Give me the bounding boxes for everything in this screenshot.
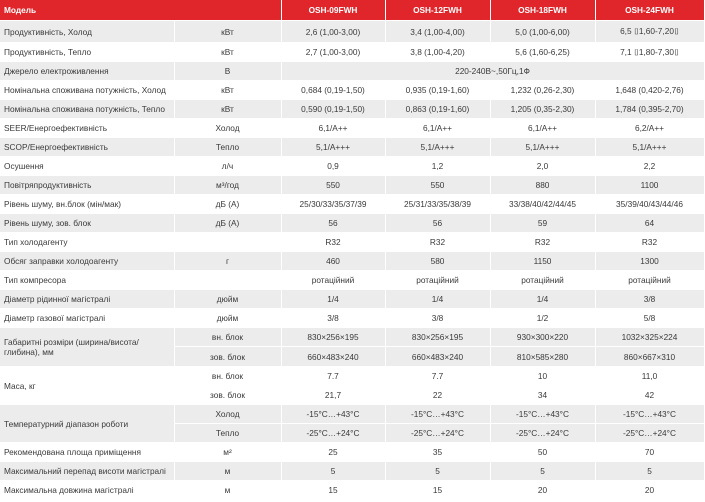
cell-value: 6,5 ⌷1,60-7,20⌷ [595, 21, 704, 43]
row-label: Продуктивність, Холод [0, 21, 174, 43]
row-label: Діаметр рідинної магістралі [0, 290, 174, 309]
cell-value: R32 [281, 233, 385, 252]
cell-value: 1,648 (0,420-2,76) [595, 81, 704, 100]
cell-value: 6,1/А++ [490, 119, 595, 138]
cell-value: 660×483×240 [385, 347, 490, 367]
cell-value: 6,1/А++ [385, 119, 490, 138]
row-max-height [0, 462, 704, 481]
cell-value: 580 [385, 252, 490, 271]
cell-value: -25°C…+24°C [281, 424, 385, 443]
cell-value: 21,7 [281, 386, 385, 405]
cell-value: 930×300×220 [490, 328, 595, 347]
cell-value: 0,935 (0,19-1,60) [385, 81, 490, 100]
cell-value: 1,205 (0,35-2,30) [490, 100, 595, 119]
cell-value: 5/8 [595, 309, 704, 328]
row-unit: вн. блок [174, 367, 281, 386]
cell-value: ротаційний [490, 271, 595, 290]
cell-value: 7,1 ⌷1,80-7,30⌷ [595, 43, 704, 62]
row-unit: зов. блок [174, 386, 281, 405]
cell-value: 15 [385, 481, 490, 500]
header-row [0, 0, 704, 21]
row-unit: кВт [174, 100, 281, 119]
row-label: Діаметр газової магістралі [0, 309, 174, 328]
row-temp-cool [0, 405, 704, 424]
cell-value: 1,784 (0,395-2,70) [595, 100, 704, 119]
row-unit: кВт [174, 81, 281, 100]
cell-value: -15°C…+43°C [595, 405, 704, 424]
cell-value: 10 [490, 367, 595, 386]
cell-value: 1/4 [281, 290, 385, 309]
row-compressor-type [0, 271, 704, 290]
cell-value: 0,9 [281, 157, 385, 176]
cell-value: 0,684 (0,19-1,50) [281, 81, 385, 100]
row-label: Рівень шуму, вн.блок (мін/мак) [0, 195, 174, 214]
cell-value: R32 [490, 233, 595, 252]
row-scop [0, 138, 704, 157]
header-model-3: OSH-18FWH [490, 0, 595, 21]
row-heat-capacity [0, 43, 704, 62]
cell-value: 2,0 [490, 157, 595, 176]
cell-value: 35 [385, 443, 490, 462]
header-model-4: OSH-24FWH [595, 0, 704, 21]
row-airflow [0, 176, 704, 195]
cell-value: 220-240В~,50Гц,1Ф [281, 62, 704, 81]
cell-value: 5 [490, 462, 595, 481]
cell-value: 5,1/А+++ [595, 138, 704, 157]
cell-value: ротаційний [595, 271, 704, 290]
cell-value: 860×667×310 [595, 347, 704, 367]
cell-value: -25°C…+24°C [595, 424, 704, 443]
cell-value: 42 [595, 386, 704, 405]
cell-value: 810×585×280 [490, 347, 595, 367]
row-unit: л/ч [174, 157, 281, 176]
row-unit: м [174, 481, 281, 500]
cell-value: 3/8 [385, 309, 490, 328]
row-unit [174, 271, 281, 290]
cell-value: 1032×325×224 [595, 328, 704, 347]
cell-value: 64 [595, 214, 704, 233]
row-unit: вн. блок [174, 328, 281, 347]
row-unit: м [174, 462, 281, 481]
cell-value: 1100 [595, 176, 704, 195]
cell-value: -15°C…+43°C [490, 405, 595, 424]
cell-value: 1/2 [490, 309, 595, 328]
row-unit: м³/год [174, 176, 281, 195]
row-unit: В [174, 62, 281, 81]
row-unit: г [174, 252, 281, 271]
row-label: Осушення [0, 157, 174, 176]
row-mass-indoor [0, 367, 704, 386]
cell-value: 34 [490, 386, 595, 405]
row-label: Номінальна споживана потужність, Холод [0, 81, 174, 100]
row-max-length [0, 481, 704, 500]
cell-value: 660×483×240 [281, 347, 385, 367]
cell-value: 3,4 (1,00-4,00) [385, 21, 490, 43]
row-liquid-line [0, 290, 704, 309]
row-seer [0, 119, 704, 138]
cell-value: 5,0 (1,00-6,00) [490, 21, 595, 43]
cell-value: 33/38/40/42/44/45 [490, 195, 595, 214]
row-label: Температурний діапазон роботи [0, 405, 174, 443]
cell-value: ротаційний [281, 271, 385, 290]
cell-value: ротаційний [385, 271, 490, 290]
row-unit: Тепло [174, 138, 281, 157]
row-label: Рівень шуму, зов. блок [0, 214, 174, 233]
cell-value: 550 [281, 176, 385, 195]
row-label: Рекомендована площа приміщення [0, 443, 174, 462]
row-noise-indoor [0, 195, 704, 214]
row-label: SCOP/Енергоефективність [0, 138, 174, 157]
cell-value: 6,2/А++ [595, 119, 704, 138]
header-model: Модель [0, 0, 281, 21]
row-unit: дБ (А) [174, 214, 281, 233]
cell-value: 56 [385, 214, 490, 233]
cell-value: 5,1/А+++ [385, 138, 490, 157]
row-label: Повітряпродуктивність [0, 176, 174, 195]
cell-value: 70 [595, 443, 704, 462]
row-unit: м² [174, 443, 281, 462]
cell-value: -15°C…+43°C [385, 405, 490, 424]
cell-value: 830×256×195 [281, 328, 385, 347]
row-refrigerant-charge [0, 252, 704, 271]
cell-value: 5,6 (1,60-6,25) [490, 43, 595, 62]
row-label: Габаритні розміри (ширина/висота/глибина), мм [0, 328, 174, 367]
row-unit: Холод [174, 405, 281, 424]
cell-value: R32 [385, 233, 490, 252]
cell-value: 880 [490, 176, 595, 195]
row-heat-power [0, 100, 704, 119]
cell-value: 5 [385, 462, 490, 481]
row-label: Продуктивність, Тепло [0, 43, 174, 62]
cell-value: 0,590 (0,19-1,50) [281, 100, 385, 119]
cell-value: 5 [281, 462, 385, 481]
row-label: Тип холодагенту [0, 233, 174, 252]
cell-value: 15 [281, 481, 385, 500]
row-dimensions-indoor [0, 328, 704, 347]
cell-value: -25°C…+24°C [490, 424, 595, 443]
cell-value: 25 [281, 443, 385, 462]
row-power-supply [0, 62, 704, 81]
row-label: Номінальна споживана потужність, Тепло [0, 100, 174, 119]
cell-value: 3/8 [595, 290, 704, 309]
cell-value: 25/30/33/35/37/39 [281, 195, 385, 214]
cell-value: 2,2 [595, 157, 704, 176]
cell-value: 1,232 (0,26-2,30) [490, 81, 595, 100]
row-cool-capacity [0, 21, 704, 43]
cell-value: 5 [595, 462, 704, 481]
cell-value: -25°C…+24°C [385, 424, 490, 443]
cell-value: 3/8 [281, 309, 385, 328]
cell-value: 0,863 (0,19-1,60) [385, 100, 490, 119]
cell-value: 1,2 [385, 157, 490, 176]
cell-value: 50 [490, 443, 595, 462]
header-model-1: OSH-09FWH [281, 0, 385, 21]
row-label: SEER/Енергоефективність [0, 119, 174, 138]
cell-value: 25/31/33/35/38/39 [385, 195, 490, 214]
cell-value: 1/4 [490, 290, 595, 309]
row-room-area [0, 443, 704, 462]
cell-value: 5,1/А+++ [281, 138, 385, 157]
cell-value: 830×256×195 [385, 328, 490, 347]
row-dehumidification [0, 157, 704, 176]
cell-value: 1300 [595, 252, 704, 271]
row-label: Маса, кг [0, 367, 174, 405]
cell-value: 460 [281, 252, 385, 271]
cell-value: 550 [385, 176, 490, 195]
cell-value: 2,6 (1,00-3,00) [281, 21, 385, 43]
row-unit: Тепло [174, 424, 281, 443]
header-model-2: OSH-12FWH [385, 0, 490, 21]
row-label: Максимальна довжина магістралі [0, 481, 174, 500]
cell-value: 59 [490, 214, 595, 233]
cell-value: 11,0 [595, 367, 704, 386]
row-label: Джерело електроживлення [0, 62, 174, 81]
row-label: Тип компресора [0, 271, 174, 290]
row-refrigerant-type [0, 233, 704, 252]
cell-value: 22 [385, 386, 490, 405]
cell-value: 20 [595, 481, 704, 500]
row-unit: кВт [174, 43, 281, 62]
cell-value: R32 [595, 233, 704, 252]
row-cool-power [0, 81, 704, 100]
row-label: Обсяг заправки холодоагенту [0, 252, 174, 271]
cell-value: 20 [490, 481, 595, 500]
cell-value: 3,8 (1,00-4,20) [385, 43, 490, 62]
cell-value: 2,7 (1,00-3,00) [281, 43, 385, 62]
row-unit [174, 233, 281, 252]
cell-value: -15°C…+43°C [281, 405, 385, 424]
row-label: Максимальний перепад висоти магістралі [0, 462, 174, 481]
row-noise-outdoor [0, 214, 704, 233]
cell-value: 6,1/А++ [281, 119, 385, 138]
cell-value: 7.7 [281, 367, 385, 386]
row-unit: Холод [174, 119, 281, 138]
cell-value: 5,1/А+++ [490, 138, 595, 157]
cell-value: 35/39/40/43/44/46 [595, 195, 704, 214]
cell-value: 7.7 [385, 367, 490, 386]
row-unit: кВт [174, 21, 281, 43]
row-unit: дюйм [174, 309, 281, 328]
row-gas-line [0, 309, 704, 328]
cell-value: 56 [281, 214, 385, 233]
row-unit: дБ (А) [174, 195, 281, 214]
row-unit: дюйм [174, 290, 281, 309]
cell-value: 1/4 [385, 290, 490, 309]
cell-value: 1150 [490, 252, 595, 271]
row-unit: зов. блок [174, 347, 281, 367]
